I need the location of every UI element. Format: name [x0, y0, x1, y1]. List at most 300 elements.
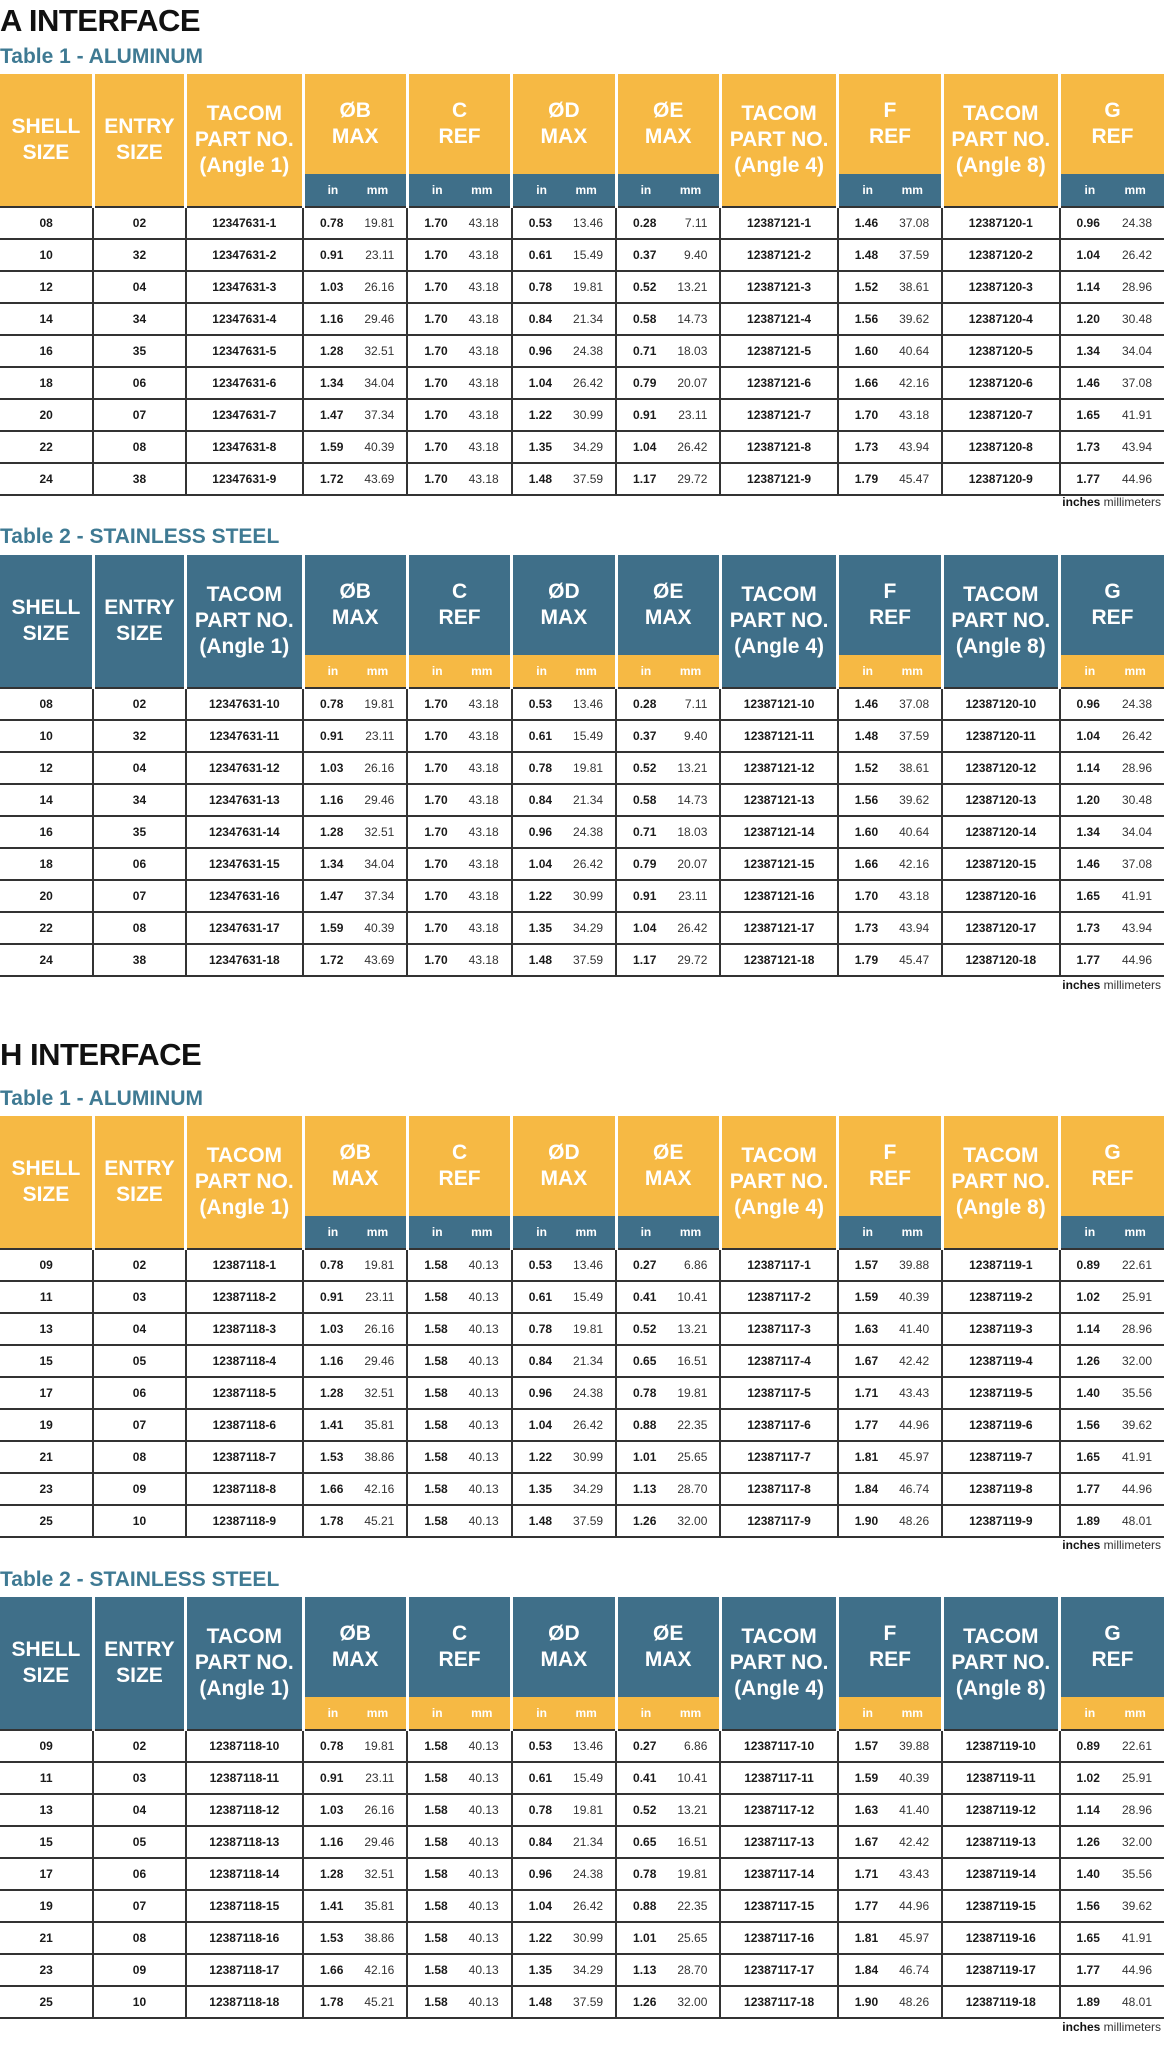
cell-b: 1.28 32.51	[303, 1858, 407, 1890]
cell-f: 1.56 39.62	[838, 784, 942, 816]
column-header-shell: SHELL SIZE	[0, 74, 93, 207]
cell-tacom1: 12387118-5	[186, 1377, 303, 1409]
column-header-entry: ENTRY SIZE	[93, 74, 185, 207]
cell-tacom4: 12387117-16	[720, 1922, 837, 1954]
table-row	[0, 1986, 1164, 2018]
table-row	[0, 239, 1164, 271]
cell-d: 1.04 26.42	[512, 848, 616, 880]
column-header-b: ØB MAX	[303, 1597, 407, 1697]
cell-entry: 08	[93, 431, 185, 463]
cell-entry: 06	[93, 1858, 185, 1890]
cell-tacom8: 12387119-5	[942, 1377, 1059, 1409]
cell-g: 1.77 44.96	[1060, 1473, 1164, 1505]
cell-e: 0.88 22.35	[616, 1409, 720, 1441]
cell-e: 0.91 23.11	[616, 399, 720, 431]
table-row	[0, 1473, 1164, 1505]
cell-entry: 03	[93, 1762, 185, 1794]
table-row	[0, 1281, 1164, 1313]
cell-tacom1: 12387118-3	[186, 1313, 303, 1345]
cell-d: 0.53 13.46	[512, 688, 616, 720]
cell-d: 0.61 15.49	[512, 720, 616, 752]
cell-tacom8: 12387120-1	[942, 207, 1059, 239]
cell-e: 1.01 25.65	[616, 1441, 720, 1473]
cell-d: 0.61 15.49	[512, 239, 616, 271]
unit-header-e: in mm	[616, 174, 720, 207]
column-header-tacom1: TACOM PART NO. (Angle 1)	[186, 1597, 303, 1730]
cell-tacom1: 12347631-8	[186, 431, 303, 463]
cell-tacom8: 12387119-12	[942, 1794, 1059, 1826]
cell-c: 1.70 43.18	[407, 271, 511, 303]
cell-shell: 13	[0, 1313, 93, 1345]
cell-tacom8: 12387119-17	[942, 1954, 1059, 1986]
cell-entry: 02	[93, 688, 185, 720]
unit-header-g: in mm	[1060, 174, 1164, 207]
cell-tacom8: 12387119-4	[942, 1345, 1059, 1377]
cell-tacom1: 12347631-14	[186, 816, 303, 848]
cell-e: 0.58 14.73	[616, 784, 720, 816]
cell-e: 0.52 13.21	[616, 752, 720, 784]
cell-b: 1.41 35.81	[303, 1890, 407, 1922]
spec-table-a-stainless	[0, 555, 1164, 977]
cell-f: 1.57 39.88	[838, 1730, 942, 1762]
cell-d: 0.84 21.34	[512, 303, 616, 335]
cell-f: 1.63 41.40	[838, 1794, 942, 1826]
cell-g: 1.56 39.62	[1060, 1409, 1164, 1441]
cell-tacom4: 12387117-2	[720, 1281, 837, 1313]
unit-header-b: in mm	[303, 1697, 407, 1730]
cell-f: 1.48 37.59	[838, 239, 942, 271]
cell-tacom4: 12387121-1	[720, 207, 837, 239]
cell-d: 1.22 30.99	[512, 1441, 616, 1473]
column-header-e: ØE MAX	[616, 1116, 720, 1216]
cell-g: 1.20 30.48	[1060, 784, 1164, 816]
cell-tacom8: 12387119-15	[942, 1890, 1059, 1922]
column-header-tacom1: TACOM PART NO. (Angle 1)	[186, 1116, 303, 1249]
cell-entry: 04	[93, 1794, 185, 1826]
table-row	[0, 271, 1164, 303]
cell-d: 1.35 34.29	[512, 1473, 616, 1505]
cell-tacom8: 12387119-13	[942, 1826, 1059, 1858]
section-title-h-interface: H INTERFACE	[0, 1037, 202, 1072]
cell-f: 1.63 41.40	[838, 1313, 942, 1345]
cell-entry: 04	[93, 271, 185, 303]
column-header-tacom4: TACOM PART NO. (Angle 4)	[720, 74, 837, 207]
column-header-d: ØD MAX	[512, 1597, 616, 1697]
cell-shell: 21	[0, 1922, 93, 1954]
cell-tacom8: 12387120-12	[942, 752, 1059, 784]
cell-tacom8: 12387120-15	[942, 848, 1059, 880]
unit-header-f: in mm	[838, 655, 942, 688]
table-row	[0, 1826, 1164, 1858]
cell-tacom1: 12387118-18	[186, 1986, 303, 2018]
cell-tacom8: 12387120-16	[942, 880, 1059, 912]
cell-shell: 25	[0, 1986, 93, 2018]
cell-shell: 16	[0, 335, 93, 367]
cell-tacom8: 12387119-7	[942, 1441, 1059, 1473]
cell-tacom8: 12387120-6	[942, 367, 1059, 399]
column-header-d: ØD MAX	[512, 555, 616, 655]
cell-b: 1.41 35.81	[303, 1409, 407, 1441]
cell-b: 1.28 32.51	[303, 335, 407, 367]
column-header-e: ØE MAX	[616, 1597, 720, 1697]
cell-tacom4: 12387121-15	[720, 848, 837, 880]
cell-g: 1.14 28.96	[1060, 752, 1164, 784]
cell-c: 1.58 40.13	[407, 1281, 511, 1313]
cell-e: 1.17 29.72	[616, 944, 720, 976]
cell-g: 1.40 35.56	[1060, 1858, 1164, 1890]
cell-f: 1.73 43.94	[838, 912, 942, 944]
cell-tacom4: 12387121-2	[720, 239, 837, 271]
cell-tacom4: 12387117-4	[720, 1345, 837, 1377]
column-header-entry: ENTRY SIZE	[93, 1597, 185, 1730]
cell-b: 0.78 19.81	[303, 1730, 407, 1762]
cell-entry: 34	[93, 303, 185, 335]
cell-e: 0.52 13.21	[616, 1794, 720, 1826]
cell-f: 1.70 43.18	[838, 399, 942, 431]
cell-d: 1.04 26.42	[512, 1890, 616, 1922]
unit-header-e: in mm	[616, 1216, 720, 1249]
cell-g: 1.46 37.08	[1060, 367, 1164, 399]
cell-c: 1.58 40.13	[407, 1409, 511, 1441]
cell-b: 1.16 29.46	[303, 1345, 407, 1377]
column-header-f: F REF	[838, 1597, 942, 1697]
cell-tacom1: 12347631-17	[186, 912, 303, 944]
cell-g: 1.46 37.08	[1060, 848, 1164, 880]
cell-tacom1: 12387118-10	[186, 1730, 303, 1762]
cell-e: 0.58 14.73	[616, 303, 720, 335]
column-header-tacom8: TACOM PART NO. (Angle 8)	[942, 1116, 1059, 1249]
cell-d: 0.96 24.38	[512, 335, 616, 367]
cell-e: 1.04 26.42	[616, 912, 720, 944]
cell-tacom4: 12387121-5	[720, 335, 837, 367]
cell-b: 1.34 34.04	[303, 848, 407, 880]
cell-tacom4: 12387117-7	[720, 1441, 837, 1473]
cell-f: 1.90 48.26	[838, 1986, 942, 2018]
cell-e: 1.13 28.70	[616, 1473, 720, 1505]
cell-entry: 35	[93, 335, 185, 367]
cell-b: 1.78 45.21	[303, 1505, 407, 1537]
cell-tacom4: 12387121-11	[720, 720, 837, 752]
cell-b: 1.03 26.16	[303, 1794, 407, 1826]
cell-c: 1.58 40.13	[407, 1986, 511, 2018]
cell-b: 1.16 29.46	[303, 784, 407, 816]
table-row	[0, 1762, 1164, 1794]
cell-shell: 21	[0, 1441, 93, 1473]
cell-f: 1.57 39.88	[838, 1249, 942, 1281]
cell-e: 0.71 18.03	[616, 816, 720, 848]
cell-g: 1.34 34.04	[1060, 335, 1164, 367]
cell-tacom1: 12387118-16	[186, 1922, 303, 1954]
cell-shell: 20	[0, 880, 93, 912]
cell-entry: 07	[93, 880, 185, 912]
cell-f: 1.81 45.97	[838, 1922, 942, 1954]
cell-entry: 09	[93, 1954, 185, 1986]
cell-g: 1.73 43.94	[1060, 431, 1164, 463]
cell-c: 1.70 43.18	[407, 688, 511, 720]
cell-tacom8: 12387120-2	[942, 239, 1059, 271]
cell-c: 1.58 40.13	[407, 1826, 511, 1858]
section-title-a-interface: A INTERFACE	[0, 3, 201, 38]
cell-shell: 15	[0, 1345, 93, 1377]
cell-tacom1: 12347631-4	[186, 303, 303, 335]
cell-shell: 17	[0, 1377, 93, 1409]
cell-c: 1.58 40.13	[407, 1441, 511, 1473]
cell-f: 1.66 42.16	[838, 848, 942, 880]
cell-tacom8: 12387120-14	[942, 816, 1059, 848]
cell-f: 1.84 46.74	[838, 1473, 942, 1505]
cell-entry: 03	[93, 1281, 185, 1313]
unit-header-d: in mm	[512, 1216, 616, 1249]
cell-g: 1.02 25.91	[1060, 1281, 1164, 1313]
cell-f: 1.60 40.64	[838, 816, 942, 848]
cell-tacom1: 12387118-4	[186, 1345, 303, 1377]
cell-f: 1.48 37.59	[838, 720, 942, 752]
cell-f: 1.73 43.94	[838, 431, 942, 463]
cell-e: 0.78 19.81	[616, 1858, 720, 1890]
column-header-f: F REF	[838, 555, 942, 655]
cell-c: 1.70 43.18	[407, 239, 511, 271]
cell-g: 1.14 28.96	[1060, 271, 1164, 303]
column-header-tacom4: TACOM PART NO. (Angle 4)	[720, 1597, 837, 1730]
unit-header-e: in mm	[616, 655, 720, 688]
column-header-d: ØD MAX	[512, 74, 616, 174]
unit-header-g: in mm	[1060, 1216, 1164, 1249]
column-header-g: G REF	[1060, 1597, 1164, 1697]
column-header-c: C REF	[407, 1597, 511, 1697]
cell-tacom1: 12347631-13	[186, 784, 303, 816]
cell-entry: 02	[93, 1249, 185, 1281]
table-row	[0, 1730, 1164, 1762]
cell-d: 1.48 37.59	[512, 1505, 616, 1537]
cell-d: 0.96 24.38	[512, 1858, 616, 1890]
cell-e: 0.65 16.51	[616, 1345, 720, 1377]
cell-f: 1.67 42.42	[838, 1826, 942, 1858]
cell-g: 1.77 44.96	[1060, 1954, 1164, 1986]
cell-g: 1.26 32.00	[1060, 1826, 1164, 1858]
table-row	[0, 1890, 1164, 1922]
cell-tacom8: 12387120-18	[942, 944, 1059, 976]
cell-tacom1: 12347631-9	[186, 463, 303, 495]
cell-shell: 22	[0, 912, 93, 944]
cell-c: 1.70 43.18	[407, 752, 511, 784]
unit-header-c: in mm	[407, 655, 511, 688]
cell-b: 1.72 43.69	[303, 944, 407, 976]
table-row	[0, 1249, 1164, 1281]
unit-header-b: in mm	[303, 655, 407, 688]
table-row	[0, 1505, 1164, 1537]
cell-shell: 23	[0, 1473, 93, 1505]
cell-c: 1.70 43.18	[407, 880, 511, 912]
cell-e: 0.37 9.40	[616, 720, 720, 752]
cell-tacom4: 12387121-14	[720, 816, 837, 848]
unit-header-b: in mm	[303, 174, 407, 207]
cell-entry: 05	[93, 1826, 185, 1858]
unit-header-c: in mm	[407, 1216, 511, 1249]
cell-b: 0.78 19.81	[303, 688, 407, 720]
cell-entry: 32	[93, 239, 185, 271]
table-row	[0, 399, 1164, 431]
cell-d: 0.96 24.38	[512, 1377, 616, 1409]
cell-f: 1.70 43.18	[838, 880, 942, 912]
cell-shell: 24	[0, 463, 93, 495]
table-title-a-aluminum: Table 1 - ALUMINUM	[0, 45, 203, 68]
cell-e: 0.79 20.07	[616, 848, 720, 880]
cell-tacom1: 12347631-6	[186, 367, 303, 399]
cell-d: 0.53 13.46	[512, 1249, 616, 1281]
cell-shell: 23	[0, 1954, 93, 1986]
table-row	[0, 880, 1164, 912]
cell-b: 1.53 38.86	[303, 1922, 407, 1954]
spec-table-h-stainless	[0, 1597, 1164, 2019]
cell-tacom1: 12387118-9	[186, 1505, 303, 1537]
table-row	[0, 1922, 1164, 1954]
cell-shell: 12	[0, 271, 93, 303]
cell-g: 0.89 22.61	[1060, 1249, 1164, 1281]
cell-f: 1.46 37.08	[838, 207, 942, 239]
column-header-f: F REF	[838, 1116, 942, 1216]
cell-f: 1.59 40.39	[838, 1762, 942, 1794]
cell-d: 1.04 26.42	[512, 1409, 616, 1441]
cell-b: 0.78 19.81	[303, 207, 407, 239]
column-header-b: ØB MAX	[303, 1116, 407, 1216]
table-row	[0, 1409, 1164, 1441]
cell-c: 1.70 43.18	[407, 463, 511, 495]
cell-shell: 22	[0, 431, 93, 463]
cell-g: 0.96 24.38	[1060, 688, 1164, 720]
cell-d: 0.78 19.81	[512, 752, 616, 784]
cell-e: 1.26 32.00	[616, 1986, 720, 2018]
cell-b: 0.91 23.11	[303, 1762, 407, 1794]
table-row	[0, 367, 1164, 399]
cell-d: 0.78 19.81	[512, 1794, 616, 1826]
units-legend: inches millimeters	[1062, 1538, 1161, 1552]
cell-d: 0.53 13.46	[512, 207, 616, 239]
cell-tacom1: 12347631-7	[186, 399, 303, 431]
unit-header-c: in mm	[407, 1697, 511, 1730]
cell-f: 1.60 40.64	[838, 335, 942, 367]
cell-g: 1.04 26.42	[1060, 720, 1164, 752]
cell-tacom1: 12347631-10	[186, 688, 303, 720]
cell-d: 0.61 15.49	[512, 1281, 616, 1313]
unit-header-e: in mm	[616, 1697, 720, 1730]
cell-tacom8: 12387120-10	[942, 688, 1059, 720]
cell-tacom4: 12387117-18	[720, 1986, 837, 2018]
cell-c: 1.58 40.13	[407, 1922, 511, 1954]
column-header-tacom8: TACOM PART NO. (Angle 8)	[942, 1597, 1059, 1730]
table-row	[0, 335, 1164, 367]
cell-c: 1.58 40.13	[407, 1345, 511, 1377]
cell-c: 1.58 40.13	[407, 1473, 511, 1505]
cell-f: 1.46 37.08	[838, 688, 942, 720]
cell-tacom4: 12387121-3	[720, 271, 837, 303]
cell-tacom1: 12387118-11	[186, 1762, 303, 1794]
cell-entry: 08	[93, 912, 185, 944]
column-header-e: ØE MAX	[616, 555, 720, 655]
cell-tacom4: 12387117-12	[720, 1794, 837, 1826]
cell-g: 1.40 35.56	[1060, 1377, 1164, 1409]
cell-e: 0.52 13.21	[616, 1313, 720, 1345]
cell-g: 1.77 44.96	[1060, 944, 1164, 976]
cell-g: 1.77 44.96	[1060, 463, 1164, 495]
cell-tacom1: 12387118-17	[186, 1954, 303, 1986]
cell-shell: 16	[0, 816, 93, 848]
cell-entry: 35	[93, 816, 185, 848]
cell-e: 0.27 6.86	[616, 1249, 720, 1281]
table-row	[0, 688, 1164, 720]
cell-entry: 06	[93, 367, 185, 399]
table-row	[0, 912, 1164, 944]
cell-tacom8: 12387120-13	[942, 784, 1059, 816]
cell-g: 0.89 22.61	[1060, 1730, 1164, 1762]
cell-shell: 09	[0, 1249, 93, 1281]
cell-tacom4: 12387121-17	[720, 912, 837, 944]
unit-header-d: in mm	[512, 1697, 616, 1730]
table-row	[0, 848, 1164, 880]
cell-b: 1.03 26.16	[303, 1313, 407, 1345]
column-header-c: C REF	[407, 74, 511, 174]
cell-tacom1: 12387118-8	[186, 1473, 303, 1505]
cell-d: 0.53 13.46	[512, 1730, 616, 1762]
cell-tacom8: 12387120-3	[942, 271, 1059, 303]
cell-entry: 05	[93, 1345, 185, 1377]
cell-tacom8: 12387119-1	[942, 1249, 1059, 1281]
cell-b: 1.53 38.86	[303, 1441, 407, 1473]
unit-header-d: in mm	[512, 655, 616, 688]
cell-tacom4: 12387117-1	[720, 1249, 837, 1281]
cell-b: 1.28 32.51	[303, 1377, 407, 1409]
cell-b: 1.47 37.34	[303, 880, 407, 912]
cell-e: 0.52 13.21	[616, 271, 720, 303]
cell-b: 0.91 23.11	[303, 239, 407, 271]
cell-tacom1: 12387118-13	[186, 1826, 303, 1858]
unit-header-d: in mm	[512, 174, 616, 207]
cell-b: 1.78 45.21	[303, 1986, 407, 2018]
cell-shell: 25	[0, 1505, 93, 1537]
unit-header-g: in mm	[1060, 1697, 1164, 1730]
cell-shell: 12	[0, 752, 93, 784]
cell-tacom4: 12387117-13	[720, 1826, 837, 1858]
cell-entry: 07	[93, 1890, 185, 1922]
cell-shell: 15	[0, 1826, 93, 1858]
cell-e: 0.78 19.81	[616, 1377, 720, 1409]
cell-shell: 10	[0, 720, 93, 752]
column-header-c: C REF	[407, 555, 511, 655]
table-row	[0, 1377, 1164, 1409]
cell-entry: 08	[93, 1922, 185, 1954]
table-title-h-stainless: Table 2 - STAINLESS STEEL	[0, 1568, 280, 1591]
cell-d: 1.04 26.42	[512, 367, 616, 399]
cell-shell: 08	[0, 207, 93, 239]
cell-tacom1: 12347631-15	[186, 848, 303, 880]
cell-tacom4: 12387121-16	[720, 880, 837, 912]
cell-g: 1.65 41.91	[1060, 1922, 1164, 1954]
cell-tacom4: 12387117-15	[720, 1890, 837, 1922]
cell-c: 1.70 43.18	[407, 367, 511, 399]
cell-tacom8: 12387119-16	[942, 1922, 1059, 1954]
cell-shell: 20	[0, 399, 93, 431]
table-title-h-aluminum: Table 1 - ALUMINUM	[0, 1087, 203, 1110]
spec-table-h-aluminum	[0, 1116, 1164, 1538]
column-header-b: ØB MAX	[303, 74, 407, 174]
cell-b: 1.59 40.39	[303, 912, 407, 944]
cell-c: 1.58 40.13	[407, 1954, 511, 1986]
table-row	[0, 784, 1164, 816]
cell-tacom4: 12387117-14	[720, 1858, 837, 1890]
cell-b: 1.72 43.69	[303, 463, 407, 495]
table-row	[0, 720, 1164, 752]
cell-e: 0.27 6.86	[616, 1730, 720, 1762]
cell-tacom4: 12387121-12	[720, 752, 837, 784]
